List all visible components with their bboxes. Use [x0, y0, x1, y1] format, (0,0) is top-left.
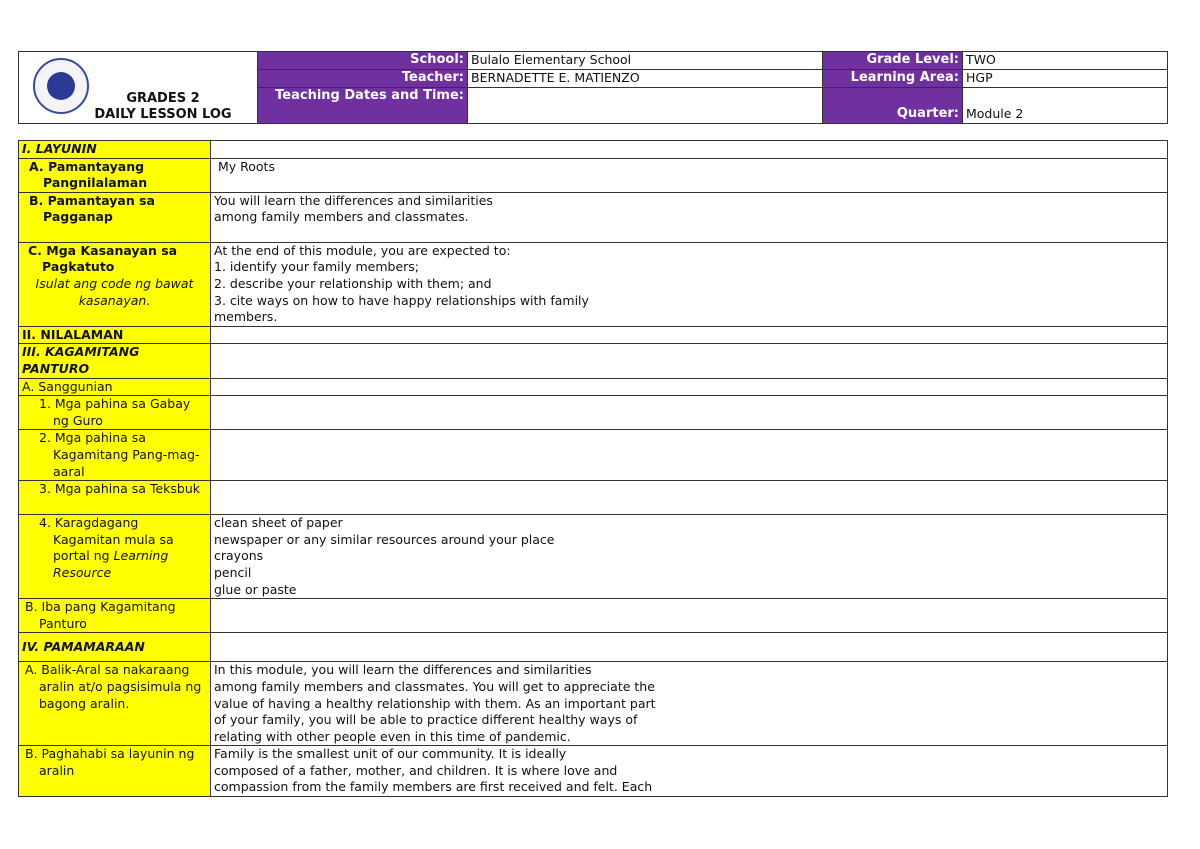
nilalaman-heading: II. NILALAMAN — [19, 326, 211, 344]
r1-label: 1. Mga pahina sa Gabay ng Guro — [19, 396, 211, 430]
paghahabi-value: Family is the smallest unit of our community. It is ideally composed of a father, mother, and children. It is where love and compassion from the family members are first received and felt. Each — [211, 746, 1168, 797]
c-label: C. Mga Kasanayan sa Pagkatuto — [28, 242, 178, 275]
header-table — [18, 51, 1168, 124]
grades-title: GRADES 2 — [126, 91, 200, 106]
paghahabi-label: B. Paghahabi sa layunin ng aralin — [19, 746, 211, 797]
grade-label: Grade Level: — [823, 52, 963, 70]
quarter-value: Module 2 — [963, 88, 1168, 124]
r4-label: 4. Karagdagang Kagamitan mula sa portal ng Learning Resource — [19, 515, 211, 599]
c-label-cell — [19, 242, 211, 326]
lesson-table — [18, 140, 1168, 797]
r4-value: clean sheet of paper newspaper or any similar resources around your place crayons pencil glue or paste — [211, 515, 1168, 599]
teacher-value: BERNADETTE E. MATIENZO — [468, 70, 823, 88]
dates-value — [468, 88, 823, 124]
dll-title: DAILY LESSON LOG — [94, 107, 232, 122]
school-value: Bulalo Elementary School — [468, 52, 823, 70]
b-label: B. Pamantayan sa Pagganap — [19, 192, 211, 242]
teacher-label: Teacher: — [258, 70, 468, 88]
balik-aral-value: In this module, you will learn the differences and similarities among family members and classmates. You will get to appreciate the value of having a healthy relationship with them. As an important part of your family, you will be able to practice different healthy ways of relating with other people even in this time of pandemic. — [211, 662, 1168, 746]
kagamitan-heading: III. KAGAMITANG PANTURO — [19, 344, 211, 378]
dates-label: Teaching Dates and Time: — [258, 88, 468, 124]
deped-seal-logo — [33, 58, 89, 114]
balik-aral-label: A. Balik-Aral sa nakaraang aralin at/o pagsisimula ng bagong aralin. — [19, 662, 211, 746]
header-title-cell — [19, 52, 258, 124]
area-value: HGP — [963, 70, 1168, 88]
pamamaraan-heading: IV. PAMAMARAAN — [19, 633, 211, 662]
a-label: A. Pamantayang Pangnilalaman — [19, 158, 211, 192]
c-note: Isulat ang code ng bawat kasanayan. — [35, 275, 194, 308]
grade-value: TWO — [963, 52, 1168, 70]
b-value: You will learn the differences and similarities among family members and classmates. — [211, 192, 1168, 242]
layunin-heading: I. LAYUNIN — [19, 141, 211, 159]
r2-label: 2. Mga pahina sa Kagamitang Pang-mag-aaral — [19, 430, 211, 481]
quarter-label: Quarter: — [823, 88, 963, 124]
iba-label: B. Iba pang Kagamitang Panturo — [19, 599, 211, 633]
a-value: My Roots — [211, 158, 1168, 192]
r3-label: 3. Mga pahina sa Teksbuk — [19, 481, 211, 515]
c-value: At the end of this module, you are expected to: 1. identify your family members; 2. describe your relationship with them; and 3. cite ways on how to have happy relationships with family members. — [211, 242, 1168, 326]
sanggunian-label: A. Sanggunian — [19, 378, 211, 396]
school-label: School: — [258, 52, 468, 70]
area-label: Learning Area: — [823, 70, 963, 88]
